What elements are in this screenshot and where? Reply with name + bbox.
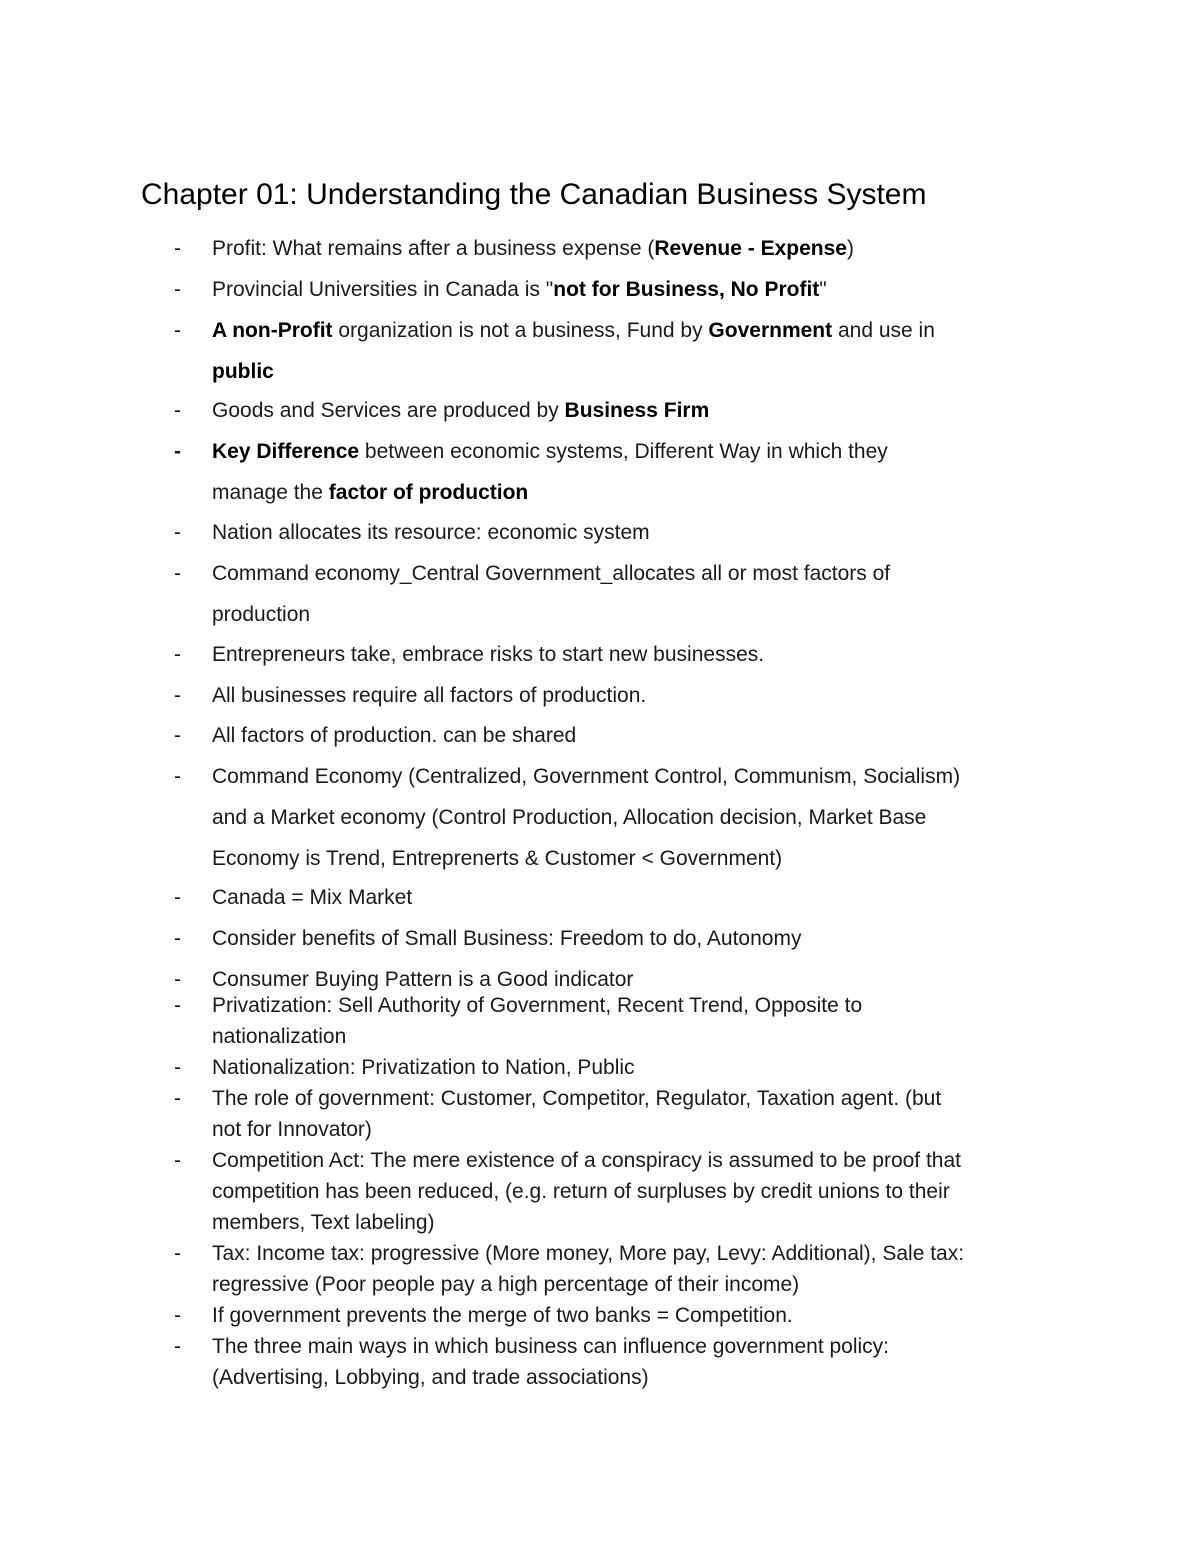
text-segment: Privatization: Sell Authority of Government, Recent Trend, Opposite to nationalization <box>212 994 863 1048</box>
text-segment: Tax: Income tax: progressive (More money, More pay, Levy: Additional), Sale tax: regressive (Poor people pay a high percentage of their income) <box>212 1242 965 1296</box>
bullet-dash: - <box>174 1304 181 1327</box>
text-segment: Profit: What remains after a business expense ( <box>212 237 655 260</box>
list-item-text <box>212 1052 1072 1083</box>
list-item-text <box>212 756 1072 879</box>
text-segment: Competition Act: The mere existence of a conspiracy is assumed to be proof that competition has been reduced, (e.g. return of surpluses by credit unions to their members, Text labeling) <box>212 1149 961 1234</box>
text-segment: Provincial Universities in Canada is " <box>212 278 554 301</box>
text-segment: Nation allocates its resource: economic system <box>212 521 650 544</box>
bullet-dash: - <box>174 237 181 260</box>
text-segment: Consumer Buying Pattern is a Good indicator <box>212 968 634 991</box>
text-segment: Canada = Mix Market <box>212 886 413 909</box>
list-item-text <box>212 1300 1072 1331</box>
list-item-text <box>212 1331 1072 1393</box>
list-item-text <box>212 512 1072 553</box>
bullet-dash: - <box>174 643 181 666</box>
list-item-text <box>212 390 1072 431</box>
list-item-text <box>212 553 1072 635</box>
bold-term: public <box>212 360 274 383</box>
bold-term: not for Business, No Profit <box>553 278 820 301</box>
list-item-text <box>212 1238 1072 1300</box>
list-item-text <box>212 310 1072 392</box>
bold-term: A non-Profit <box>212 319 333 342</box>
bullet-dash: - <box>174 724 181 747</box>
list-item-text <box>212 431 1072 513</box>
list-item-text <box>212 715 1072 756</box>
bullet-dash: - <box>174 927 181 950</box>
text-segment: Nationalization: Privatization to Nation, Public <box>212 1056 635 1079</box>
list-item-text <box>212 634 1072 675</box>
bullet-dash: - <box>174 765 181 788</box>
text-segment: Command economy_Central Government_allocates all or most factors of production <box>212 562 891 626</box>
text-segment: ) <box>846 237 854 260</box>
text-segment: and use in <box>837 319 935 342</box>
list-item-text <box>212 1083 1072 1145</box>
text-segment: All factors of production. can be shared <box>212 724 577 747</box>
bullet-dash: - <box>174 1242 181 1265</box>
bold-term: factor of production <box>328 481 529 504</box>
text-segment: Consider benefits of Small Business: Freedom to do, Autonomy <box>212 927 802 950</box>
bold-term: Government <box>708 319 833 342</box>
bullet-dash: - <box>174 1087 181 1110</box>
text-segment: Goods and Services are produced by <box>212 399 565 422</box>
list-item-text <box>212 675 1072 716</box>
list-item-text <box>212 228 1072 269</box>
bullet-dash: - <box>174 278 181 301</box>
bullet-dash: - <box>174 968 181 991</box>
text-segment: " <box>819 278 827 301</box>
bullet-dash: - <box>174 399 181 422</box>
bullet-dash: - <box>174 319 181 342</box>
text-segment: The role of government: Customer, Competitor, Regulator, Taxation agent. (but not for Innovator) <box>212 1087 942 1141</box>
bullet-dash: - <box>174 994 181 1017</box>
bullet-dash: - <box>174 440 181 463</box>
bullet-dash: - <box>174 521 181 544</box>
bullet-dash: - <box>174 1335 181 1358</box>
list-item-text <box>212 990 1072 1052</box>
list-item-text <box>212 877 1072 918</box>
bullet-dash: - <box>174 1149 181 1172</box>
text-segment: between economic systems, Different Way in which they manage the <box>212 440 888 504</box>
bold-term: Key Difference <box>212 440 360 463</box>
list-item-text <box>212 918 1072 959</box>
text-segment: Entrepreneurs take, embrace risks to start new businesses. <box>212 643 765 666</box>
bold-term: Revenue - Expense <box>654 237 847 260</box>
bullet-dash: - <box>174 886 181 909</box>
page-title: Chapter 01: Understanding the Canadian Business System <box>141 178 927 211</box>
list-item-text <box>212 1145 1072 1238</box>
text-segment: The three main ways in which business can influence government policy: (Advertising, Lobbying, and trade associations) <box>212 1335 890 1389</box>
text-segment: All businesses require all factors of production. <box>212 684 647 707</box>
bullet-dash: - <box>174 562 181 585</box>
text-segment: If government prevents the merge of two banks = Competition. <box>212 1304 793 1327</box>
bold-term: Business Firm <box>564 399 710 422</box>
bullet-dash: - <box>174 684 181 707</box>
text-segment: Command Economy (Centralized, Government Control, Communism, Socialism) and a Market economy (Control Production, Allocation decision, Market Base Economy is Trend, Entreprenerts & Customer < Government) <box>212 765 961 870</box>
bullet-dash: - <box>174 1056 181 1079</box>
text-segment: organization is not a business, Fund by <box>332 319 709 342</box>
list-item-text <box>212 269 1072 310</box>
